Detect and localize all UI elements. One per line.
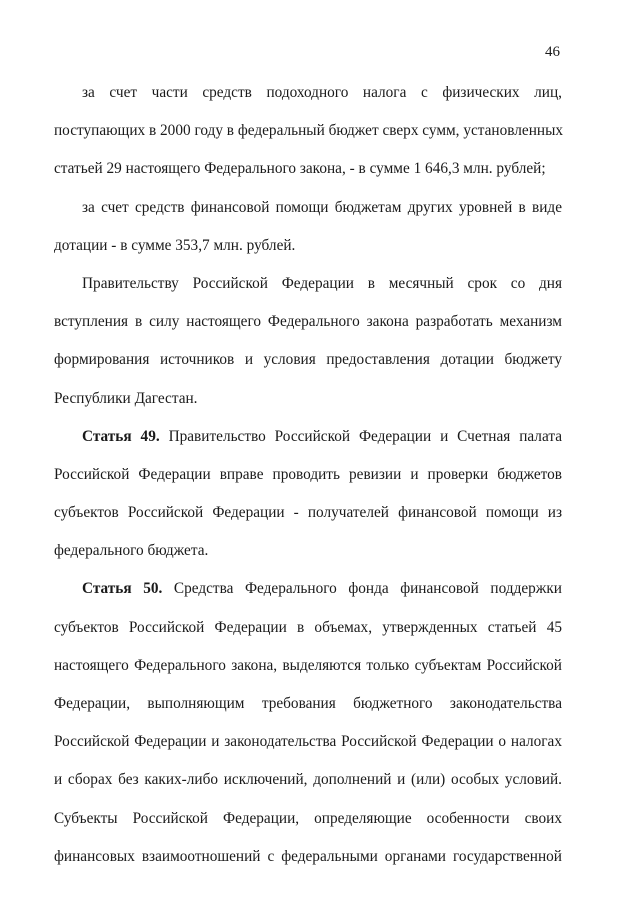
line-text: субъектов Российской Федерации в объемах, утвержденных статьей 45 <box>54 618 562 636</box>
line-text: дотации - в сумме 353,7 млн. рублей. <box>54 236 296 254</box>
text-line <box>54 74 562 112</box>
line-text: формирования источников и условия предоставления дотации бюджету <box>54 351 562 369</box>
article-label: Статья 49. <box>82 427 160 445</box>
line-text: Республики Дагестан. <box>54 389 198 407</box>
text-line <box>54 570 562 608</box>
line-text: вступления в силу настоящего Федерального закона разработать механизм <box>54 313 562 331</box>
text-line <box>54 303 562 341</box>
line-text: Федерации, выполняющим требования бюджетного законодательства <box>54 695 562 712</box>
line-text: Российской Федерации вправе проводить ревизии и проверки бюджетов <box>54 465 562 483</box>
line-text: поступающих в 2000 году в федеральный бюджет сверх сумм, установленных <box>54 122 564 140</box>
line-text: Российской Федерации и законодательства Российской Федерации о налогах <box>54 733 562 751</box>
text-line <box>54 418 562 456</box>
text-line <box>54 685 562 723</box>
text-line <box>54 189 562 227</box>
line-text: федерального бюджета. <box>54 542 209 560</box>
line-text: финансовых взаимоотношений с федеральными органами государственной <box>54 847 562 865</box>
text-line <box>54 609 562 647</box>
text-line <box>54 838 562 876</box>
line-text: статьей 29 настоящего Федерального закона, - в сумме 1 646,3 млн. рублей; <box>54 160 546 178</box>
text-line <box>54 723 562 761</box>
line-text: и сборах без каких-либо исключений, дополнений и (или) особых условий. <box>54 771 562 789</box>
text-line <box>54 227 562 265</box>
text-line <box>54 341 562 379</box>
text-line <box>54 647 562 685</box>
text-line <box>54 800 562 838</box>
document-body <box>54 74 562 876</box>
page-number: 46 <box>545 44 560 60</box>
line-text: настоящего Федерального закона, выделяются только субъектам Российской <box>54 656 562 674</box>
text-line <box>54 112 562 150</box>
text-line <box>54 150 562 188</box>
text-line <box>54 761 562 799</box>
line-text: Средства Федерального фонда финансовой поддержки <box>162 580 562 598</box>
line-text: за счет части средств подоходного налога с физических лиц, <box>82 84 562 101</box>
line-text: Правительству Российской Федерации в месячный срок со дня <box>82 274 562 292</box>
line-text: Субъекты Российской Федерации, определяющие особенности своих <box>54 809 562 827</box>
text-line <box>54 494 562 532</box>
line-text: субъектов Российской Федерации - получателей финансовой помощи из <box>54 504 562 522</box>
text-line <box>54 456 562 494</box>
text-line <box>54 380 562 418</box>
text-line <box>54 265 562 303</box>
line-text: за счет средств финансовой помощи бюджетам других уровней в виде <box>82 198 562 216</box>
article-label: Статья 50. <box>82 580 163 598</box>
text-line <box>54 532 562 570</box>
line-text: Правительство Российской Федерации и Счетная палата <box>159 427 562 445</box>
